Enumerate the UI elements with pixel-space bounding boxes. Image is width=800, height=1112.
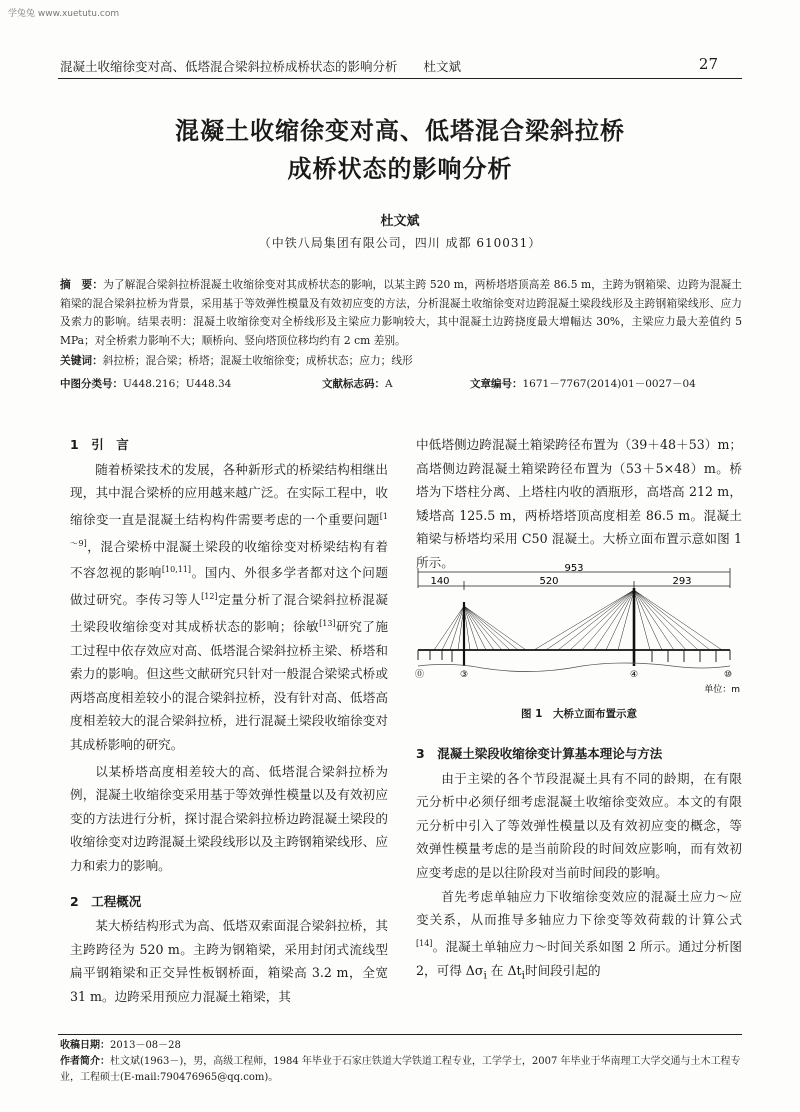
section-2-paragraph-1: 某大桥结构形式为高、低塔双索面混合梁斜拉桥，其主跨跨径为 520 m。主跨为钢箱梁，采用封闭式流线型扁平钢箱梁和正交异性板钢桥面，箱梁高 3.2 m，全宽 31 m。边跨采用预应力混凝土箱梁，其 (70, 918, 388, 1004)
clc-value: U448.216；U448.34 (123, 378, 232, 390)
doc-code-label: 文献标志码： (322, 378, 385, 390)
text: 。混凝土单轴应力～时间关系如图 2 所示。通过分析图 2，可得 Δσ (416, 938, 742, 978)
bio-label: 作者简介： (60, 1056, 110, 1067)
section-1-paragraph-2: 以某桥塔高度相差较大的高、低塔混合梁斜拉桥为例，混凝土收缩徐变采用基于等效弹性模量以及有效初应变的方法进行分析，探讨混合梁斜拉桥边跨混凝土梁段的收缩徐变对边跨混凝土梁段线形以及主跨钢箱梁线形、应力和索力的影响。 (70, 763, 388, 874)
footnote-author-bio (60, 1054, 742, 1086)
main-span-label: 520 (539, 576, 559, 587)
article-no-value: 1671－7767(2014)01－0027－04 (522, 378, 696, 390)
running-header-author: 杜文斌 (423, 59, 462, 74)
footnote-received (60, 1038, 742, 1054)
high-tower-cables (534, 590, 722, 650)
section-3-paragraph-1: 由于主梁的各个节段混凝土具有不同的龄期，在有限元分析中必须仔细考虑混凝土收缩徐变效应。本文的有限元分析中引入了等效弹性模量以及有效初应变的概念，等效弹性模量考虑的是当前阶段的时间效应影响，而有效初应变考虑的是以往阶段对当前时间段的影响。 (416, 770, 742, 880)
section-3-paragraph-2 (416, 885, 742, 988)
text: 随着桥梁技术的发展，各种新形式的桥梁结构相继出现，其中混合梁桥的应用越来越广泛。在实际工程中，收缩徐变一直是混凝土结构构件需要考虑的一个重要问题 (70, 461, 388, 527)
doc-code-value: A (385, 378, 393, 390)
citation: [14] (416, 938, 433, 948)
article-no-label: 文章编号： (470, 378, 523, 390)
document-code (322, 376, 393, 391)
text: ，混合梁桥中混凝土梁段的收缩徐变对桥梁结构有着不容忽视的影响 (70, 538, 388, 581)
section-1-paragraph-1 (70, 458, 388, 757)
text: 。国内、外很多学者都对这个问题做过研究。李传习等人 (70, 565, 389, 608)
citation: [1～9] (70, 511, 388, 548)
section-2-heading: 2 工程概况 (70, 893, 142, 909)
citation: [12] (201, 592, 218, 602)
article-number (470, 376, 696, 391)
abstract-label: 摘 要： (60, 278, 104, 291)
bio-text: 杜文斌(1963－)，男，高级工程师，1984 年毕业于石家庄铁道大学铁道工程专业，工学学士，2007 年毕业于华南理工大学交通与土木工程专业，工程硕士(E-mail:790476965@qq.com)。 (60, 1056, 741, 1083)
clc-label: 中图分类号： (60, 378, 123, 390)
total-length-label: 953 (564, 563, 584, 574)
pier-0-label: ⓪ (415, 670, 425, 680)
section-1-heading: 1 引 言 (70, 437, 129, 452)
pier-3-label: ③ (460, 670, 469, 680)
running-header-title: 混凝土收缩徐变对高、低塔混合梁斜拉桥成桥状态的影响分析 (60, 59, 398, 74)
figure-1-caption: 图 1 大桥立面布置示意 (521, 708, 637, 720)
title-line-1: 混凝土收缩徐变对高、低塔混合梁斜拉桥 (175, 117, 625, 145)
text: 时间段引起的 (524, 962, 601, 978)
left-span-label: 140 (430, 576, 450, 587)
citation: [13] (319, 618, 336, 628)
watermark: 学兔兔 www.xuetutu.com (8, 9, 120, 19)
author-name: 杜文斌 (380, 214, 420, 229)
received-label: 收稿日期： (60, 1040, 110, 1051)
text: 定量分析了混合梁斜拉桥混凝土梁段收缩徐变对其成桥状态的影响；徐敏 (70, 592, 389, 635)
page-number: 27 (698, 55, 718, 73)
running-header (60, 57, 461, 75)
header-rule (58, 78, 742, 79)
subscript: i (483, 969, 487, 982)
received-date: 2013－08－28 (110, 1040, 181, 1051)
keywords-label: 关键词： (60, 354, 103, 367)
text: 研究了施工过程中依存效应对高、低塔混合梁斜拉桥主梁、桥塔和索力的影响。但这些文献研究只针对一般混合梁梁式桥或两塔高度相差较小的混合梁斜拉桥，没有针对高、低塔高度相差较大的混合梁斜拉桥，进行混凝土梁段收缩徐变对其成桥影响的研究。 (70, 619, 389, 753)
subscript: i (521, 969, 525, 982)
abstract-text: 为了解混合梁斜拉桥混凝土收缩徐变对其成桥状态的影响，以某主跨 520 m，两桥塔塔顶高差 86.5 m，主跨为钢箱梁、边跨为混凝土箱梁的混合梁斜拉桥为背景，采用基于等效弹性模量及有效初应变的方法，分析混凝土收缩徐变对边跨混凝土梁段线形及主跨钢箱梁线形、应力及索力的影响。结果表明：混凝土收缩徐变对全桥线形及主梁应力影响较大，其中混凝土边跨挠度最大增幅达 30%，主梁应力最大差值约 5 MPa；对全桥索力影响不大；顺桥向、竖向塔顶位移均约有 2 cm 差别。 (60, 278, 742, 347)
text: 在 Δt (486, 962, 522, 978)
low-tower-cables (434, 606, 526, 650)
footnote-rule (58, 1034, 742, 1035)
right-column-top (416, 433, 742, 575)
title-line-2: 成桥状态的影响分析 (287, 155, 513, 183)
citation: [10,11] (161, 565, 192, 575)
keywords-text: 斜拉桥；混合梁；桥塔；混凝土收缩徐变；成桥状态；应力；线形 (102, 354, 413, 367)
bridge-elevation-figure (412, 562, 742, 696)
abstract (60, 276, 742, 350)
section-3-heading: 3 混凝土梁段收缩徐变计算基本理论与方法 (416, 746, 663, 761)
pier-4-label: ④ (630, 670, 639, 680)
keywords (60, 352, 742, 371)
clc-number (60, 376, 231, 391)
unit-label: 单位：m (704, 685, 740, 695)
left-column (70, 433, 388, 1009)
section-2-paragraph-1-continued: 中低塔侧边跨混凝土箱梁跨径布置为（39＋48＋53）m；高塔侧边跨混凝土箱梁跨径布置为（53＋5×48）m。桥塔为下塔柱分离、上塔柱内收的酒瓶形，高塔高 212 m，矮塔高 125.5 m，两桥塔塔顶高度相差 86.5 m。混凝土箱梁与桥塔均采用 C50 混凝土。大桥立面布置示意如图 1 所示。 (416, 437, 742, 570)
pier-10-label: ⑩ (724, 670, 733, 680)
right-span-label: 293 (672, 576, 692, 587)
text: 首先考虑单轴应力下收缩徐变效应的混凝土应力～应变关系，从而推导多轴应力下徐变等效荷载的计算公式 (416, 888, 742, 928)
right-column-bottom (416, 742, 742, 988)
affiliation: （中铁八局集团有限公司，四川 成都 610031） (258, 236, 542, 250)
